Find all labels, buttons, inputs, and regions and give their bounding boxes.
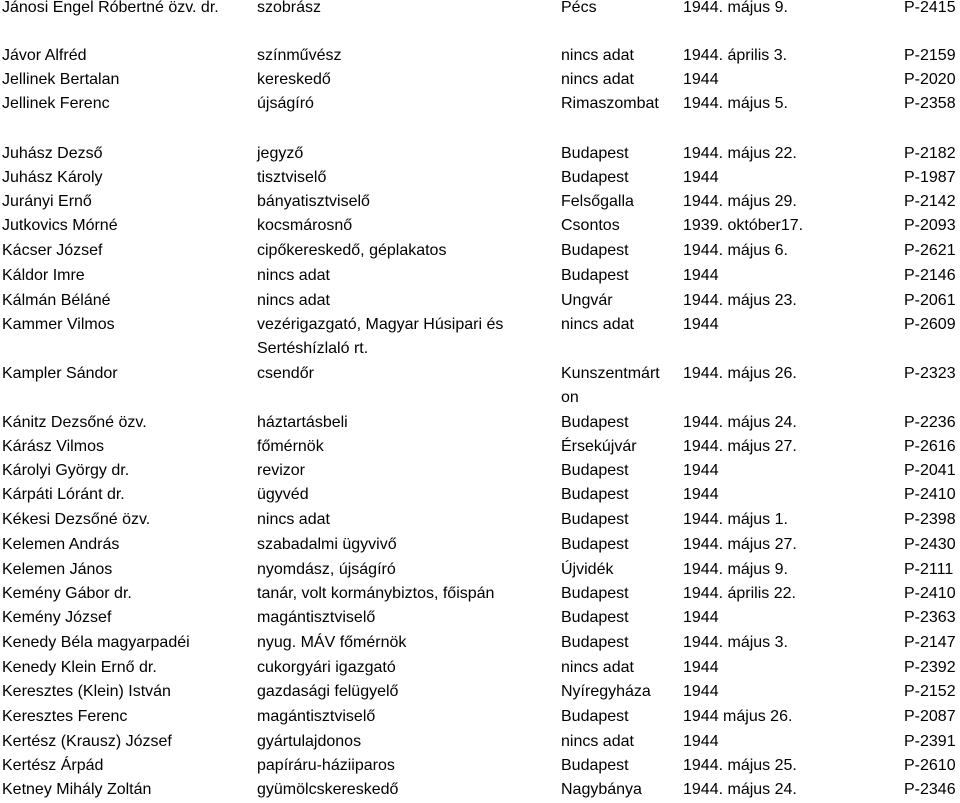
occupation: nincs adat [257, 511, 330, 528]
record-code: P-2415 [904, 0, 956, 16]
occupation: papíráru-háziiparos [257, 757, 395, 774]
list-item [0, 680, 960, 704]
record-code: P-2610 [904, 757, 956, 774]
place-continued: on [561, 389, 579, 406]
list-item [0, 483, 960, 507]
date: 1939. október17. [683, 217, 804, 234]
person-name: Kánitz Dezsőné özv. [2, 414, 147, 431]
date: 1944. május 9. [683, 0, 788, 16]
person-name: Kárász Vilmos [2, 438, 104, 455]
place: Budapest [561, 536, 629, 553]
date: 1944 [683, 462, 719, 479]
record-code: P-2363 [904, 609, 956, 626]
occupation: magántisztviselő [257, 609, 376, 626]
list-item [0, 313, 960, 357]
occupation: tisztviselő [257, 169, 327, 186]
date: 1944. május 24. [683, 781, 797, 798]
date: 1944 [683, 71, 719, 88]
date: 1944. április 22. [683, 585, 796, 602]
date: 1944. május 22. [683, 145, 797, 162]
date: 1944. május 23. [683, 292, 797, 309]
date: 1944 [683, 169, 719, 186]
place: Rimaszombat [561, 95, 659, 112]
date: 1944. május 3. [683, 634, 788, 651]
date: 1944. május 27. [683, 536, 797, 553]
list-item [0, 68, 960, 92]
date: 1944 [683, 486, 719, 503]
record-code: P-2410 [904, 486, 956, 503]
person-name: Jurányi Ernő [2, 193, 92, 210]
place: Budapest [561, 242, 629, 259]
record-code: P-2087 [904, 708, 956, 725]
occupation: nincs adat [257, 292, 330, 309]
person-name: Jávor Alfréd [2, 47, 87, 64]
occupation: cipőkereskedő, géplakatos [257, 242, 447, 259]
list-item [0, 214, 960, 238]
place: Budapest [561, 609, 629, 626]
record-code: P-2041 [904, 462, 956, 479]
list-item [0, 435, 960, 459]
person-name: Károlyi György dr. [2, 462, 130, 479]
place: Budapest [561, 634, 629, 651]
list-item [0, 754, 960, 778]
record-code: P-2147 [904, 634, 956, 651]
place: Kunszentmárt [561, 365, 660, 382]
record-code: P-2111 [904, 561, 954, 578]
person-name: Kárpáti Lóránt dr. [2, 486, 125, 503]
list-item [0, 582, 960, 606]
place: Érsekújvár [561, 438, 637, 455]
record-code: P-2152 [904, 683, 956, 700]
occupation: ügyvéd [257, 486, 309, 503]
record-code: P-2323 [904, 365, 956, 382]
record-code: P-2358 [904, 95, 956, 112]
occupation: kocsmárosnő [257, 217, 353, 234]
person-name: Kékesi Dezsőné özv. [2, 511, 151, 528]
occupation: színművész [257, 47, 342, 64]
occupation: nincs adat [257, 267, 330, 284]
occupation: főmérnök [257, 438, 324, 455]
date: 1944. április 3. [683, 47, 788, 64]
occupation: cukorgyári igazgató [257, 659, 396, 676]
list-item [0, 92, 960, 116]
date: 1944. május 26. [683, 365, 797, 382]
person-name: Kelemen András [2, 536, 120, 553]
person-name: Kenedy Klein Ernő dr. [2, 659, 157, 676]
record-code: P-2142 [904, 193, 956, 210]
record-code: P-2020 [904, 71, 956, 88]
occupation: tanár, volt kormánybiztos, főispán [257, 585, 495, 602]
person-name: Káldor Imre [2, 267, 85, 284]
occupation: bányatisztviselő [257, 193, 370, 210]
occupation: gyümölcskereskedő [257, 781, 399, 798]
date: 1944. május 27. [683, 438, 797, 455]
date: 1944 május 26. [683, 708, 793, 725]
occupation: nyomdász, újságíró [257, 561, 396, 578]
person-name: Jellinek Bertalan [2, 71, 120, 88]
list-item [0, 289, 960, 313]
date: 1944. május 5. [683, 95, 788, 112]
occupation: gazdasági felügyelő [257, 683, 399, 700]
place: Pécs [561, 0, 597, 16]
list-item [0, 730, 960, 754]
record-code: P-2146 [904, 267, 956, 284]
person-name: Kenedy Béla magyarpadéi [2, 634, 190, 651]
date: 1944. május 1. [683, 511, 788, 528]
occupation-continued: Sertéshízlaló rt. [257, 340, 369, 357]
person-name: Kemény József [2, 609, 112, 626]
place: Ungvár [561, 292, 613, 309]
list-item [0, 411, 960, 435]
record-code: P-2093 [904, 217, 956, 234]
occupation: szabadalmi ügyvivő [257, 536, 397, 553]
record-code: P-2609 [904, 316, 956, 333]
place: Budapest [561, 511, 629, 528]
record-code: P-2621 [904, 242, 956, 259]
occupation: csendőr [257, 365, 314, 382]
person-name: Kemény Gábor dr. [2, 585, 132, 602]
place: Budapest [561, 267, 629, 284]
occupation: kereskedő [257, 71, 331, 88]
person-name: Ketney Mihály Zoltán [2, 781, 152, 798]
place: Budapest [561, 145, 629, 162]
list-item [0, 508, 960, 532]
date: 1944 [683, 316, 719, 333]
person-name: Kácser József [2, 242, 103, 259]
person-name: Kelemen János [2, 561, 113, 578]
place: Budapest [561, 708, 629, 725]
person-name: Juhász Károly [2, 169, 103, 186]
place: Újvidék [561, 561, 614, 578]
place: nincs adat [561, 733, 634, 750]
place: Felsőgalla [561, 193, 634, 210]
list-item [0, 190, 960, 214]
place: Budapest [561, 486, 629, 503]
list-item [0, 362, 960, 406]
record-code: P-2346 [904, 781, 956, 798]
list-item [0, 44, 960, 68]
person-name: Juhász Dezső [2, 145, 103, 162]
list-item [0, 166, 960, 190]
list-item [0, 656, 960, 680]
date: 1944 [683, 267, 719, 284]
place: Budapest [561, 169, 629, 186]
record-code: P-2410 [904, 585, 956, 602]
date: 1944 [683, 609, 719, 626]
person-name: Kertész Árpád [2, 757, 104, 774]
occupation: vezérigazgató, Magyar Húsipari és [257, 316, 504, 333]
occupation: jegyző [257, 145, 304, 162]
place: nincs adat [561, 71, 634, 88]
place: Csontos [561, 217, 620, 234]
list-item [0, 631, 960, 655]
list-item [0, 705, 960, 729]
record-code: P-2392 [904, 659, 956, 676]
date: 1944. május 24. [683, 414, 797, 431]
occupation: revizor [257, 462, 306, 479]
place: Nyíregyháza [561, 683, 651, 700]
occupation: magántisztviselő [257, 708, 376, 725]
date: 1944. május 9. [683, 561, 788, 578]
occupation: háztartásbeli [257, 414, 348, 431]
record-code: P-2616 [904, 438, 956, 455]
place: Budapest [561, 757, 629, 774]
date: 1944 [683, 659, 719, 676]
list-item [0, 459, 960, 483]
person-name: Jutkovics Mórné [2, 217, 118, 234]
list-item [0, 239, 960, 263]
list-item [0, 778, 960, 802]
place: Nagybánya [561, 781, 642, 798]
date: 1944. május 29. [683, 193, 797, 210]
person-name: Kertész (Krausz) József [2, 733, 172, 750]
place: nincs adat [561, 659, 634, 676]
person-name: Kálmán Béláné [2, 292, 111, 309]
place: Budapest [561, 414, 629, 431]
place: nincs adat [561, 316, 634, 333]
record-code: P-2159 [904, 47, 956, 64]
list-item [0, 558, 960, 582]
list-item [0, 0, 960, 20]
place: nincs adat [561, 47, 634, 64]
date: 1944. május 25. [683, 757, 797, 774]
occupation: szobrász [257, 0, 322, 16]
person-name: Jellinek Ferenc [2, 95, 110, 112]
list-item [0, 142, 960, 166]
list-item [0, 606, 960, 630]
list-item [0, 533, 960, 557]
occupation: újságíró [257, 95, 314, 112]
record-code: P-2430 [904, 536, 956, 553]
record-code: P-2182 [904, 145, 956, 162]
date: 1944. május 6. [683, 242, 788, 259]
person-name: Keresztes Ferenc [2, 708, 128, 725]
record-code: P-2061 [904, 292, 956, 309]
date: 1944 [683, 683, 719, 700]
person-name: Keresztes (Klein) István [2, 683, 171, 700]
occupation: gyártulajdonos [257, 733, 362, 750]
date: 1944 [683, 733, 719, 750]
occupation: nyug. MÁV főmérnök [257, 634, 407, 651]
place: Budapest [561, 585, 629, 602]
person-name: Kammer Vilmos [2, 316, 115, 333]
record-code: P-2236 [904, 414, 956, 431]
record-code: P-2391 [904, 733, 956, 750]
person-name: Kampler Sándor [2, 365, 118, 382]
place: Budapest [561, 462, 629, 479]
list-item [0, 264, 960, 288]
person-name: Jánosi Engel Róbertné özv. dr. [2, 0, 219, 16]
record-code: P-2398 [904, 511, 956, 528]
record-code: P-1987 [904, 169, 956, 186]
